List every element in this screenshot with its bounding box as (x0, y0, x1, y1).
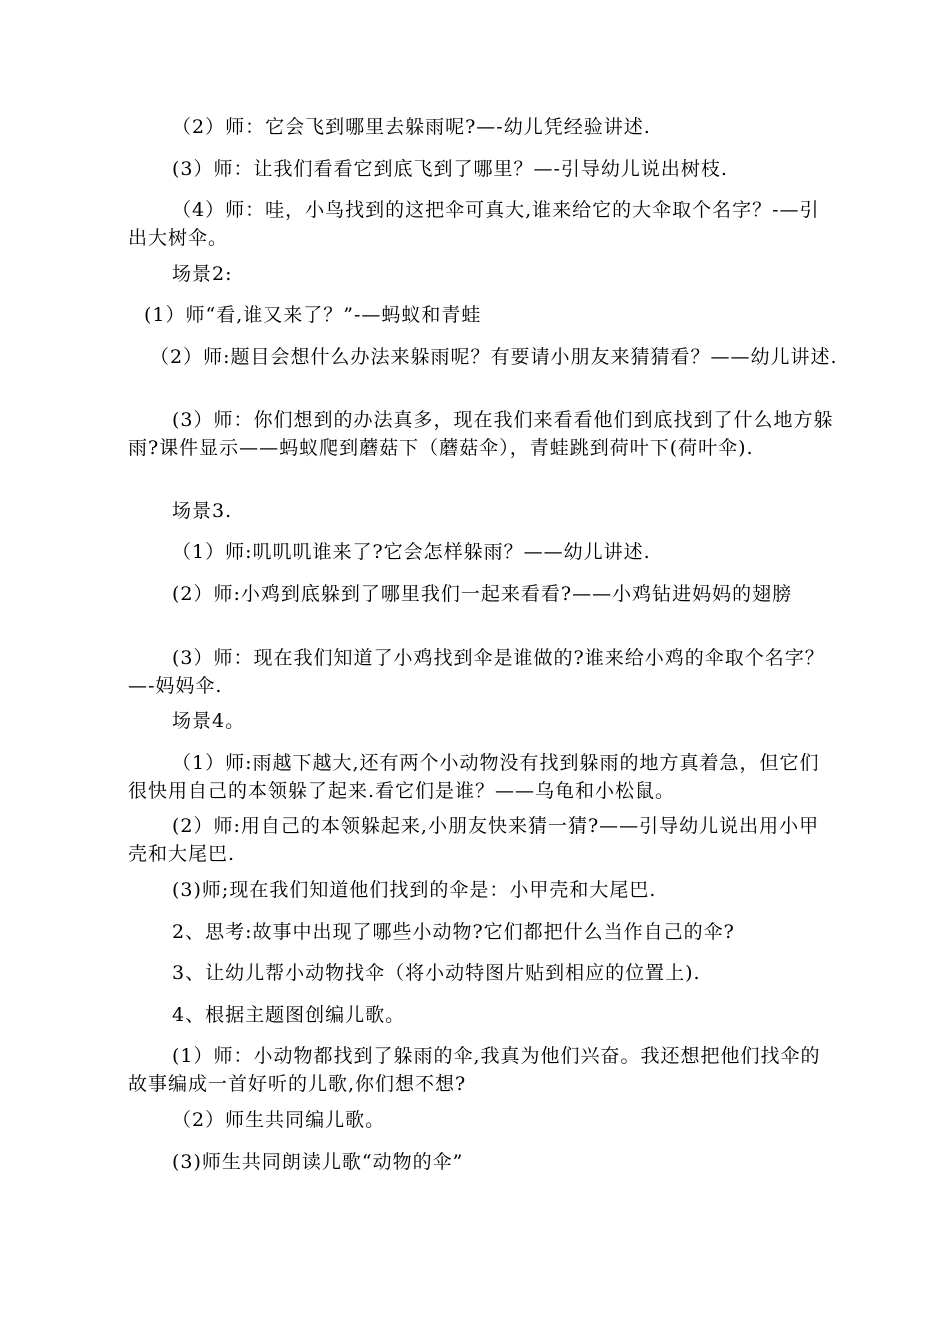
paragraph-step4-q3: (3)师生共同朗读儿歌“动物的伞” (172, 1151, 464, 1173)
paragraph-step-2: 2、思考:故事中出现了哪些小动物?它们都把什么当作自己的伞? (172, 921, 735, 943)
heading-scene-3: 场景3. (172, 500, 233, 522)
paragraph-scene1-q3: (3）师：让我们看看它到底飞到了哪里？—-引导幼儿说出树枝. (172, 158, 728, 180)
paragraph-scene4-q3: (3)师;现在我们知道他们找到的伞是：小甲壳和大尾巴. (172, 879, 657, 901)
paragraph-step-3: 3、让幼儿帮小动物找伞（将小动特图片贴到相应的位置上). (172, 962, 701, 984)
paragraph-scene4-q2: (2）师:用自己的本领躲起来,小朋友快来猜一猜?——引导幼儿说出用小甲壳和大尾巴. (128, 815, 820, 865)
paragraph-scene3-q3: (3）师：现在我们知道了小鸡找到伞是谁做的?谁来给小鸡的伞取个名字？—-妈妈伞. (128, 647, 825, 697)
paragraph-scene1-q2: （2）师：它会飞到哪里去躲雨呢?—-幼儿凭经验讲述. (172, 116, 651, 138)
paragraph-scene3-q2: (2）师:小鸡到底躲到了哪里我们一起来看看?——小鸡钻进妈妈的翅膀 (172, 583, 793, 605)
paragraph-scene4-q1: （1）师:雨越下越大,还有两个小动物没有找到躲雨的地方真着急，但它们很快用自己的本领躲了起来.看它们是谁？——乌龟和小松鼠。 (128, 752, 820, 802)
heading-scene-4: 场景4。 (172, 710, 246, 732)
paragraph-scene2-q2: （2）师:题目会想什么办法来躲雨呢？有要请小朋友来猜猜看？——幼儿讲述. (150, 346, 838, 368)
paragraph-scene2-q1: (1）师“看,谁又来了？”-—蚂蚁和青蛙 (144, 304, 482, 326)
paragraph-step-4: 4、根据主题图创编儿歌。 (172, 1004, 406, 1026)
paragraph-scene3-q1: （1）师:叽叽叽谁来了?它会怎样躲雨？——幼儿讲述. (172, 541, 651, 563)
paragraph-step4-q1: (1）师：小动物都找到了躲雨的伞,我真为他们兴奋。我还想把他们找伞的故事编成一首好听的儿歌,你们想不想? (128, 1045, 821, 1095)
paragraph-scene2-q3: (3）师：你们想到的办法真多，现在我们来看看他们到底找到了什么地方躲雨?课件显示——蚂蚁爬到蘑菇下（蘑菇伞），青蛙跳到荷叶下(荷叶伞). (128, 409, 834, 459)
paragraph-scene1-q4: （4）师：哇，小鸟找到的这把伞可真大,谁来给它的大伞取个名字？-—引出大树伞。 (128, 199, 820, 249)
paragraph-step4-q2: （2）师生共同编儿歌。 (172, 1109, 386, 1131)
heading-scene-2: 场景2: (172, 263, 233, 285)
